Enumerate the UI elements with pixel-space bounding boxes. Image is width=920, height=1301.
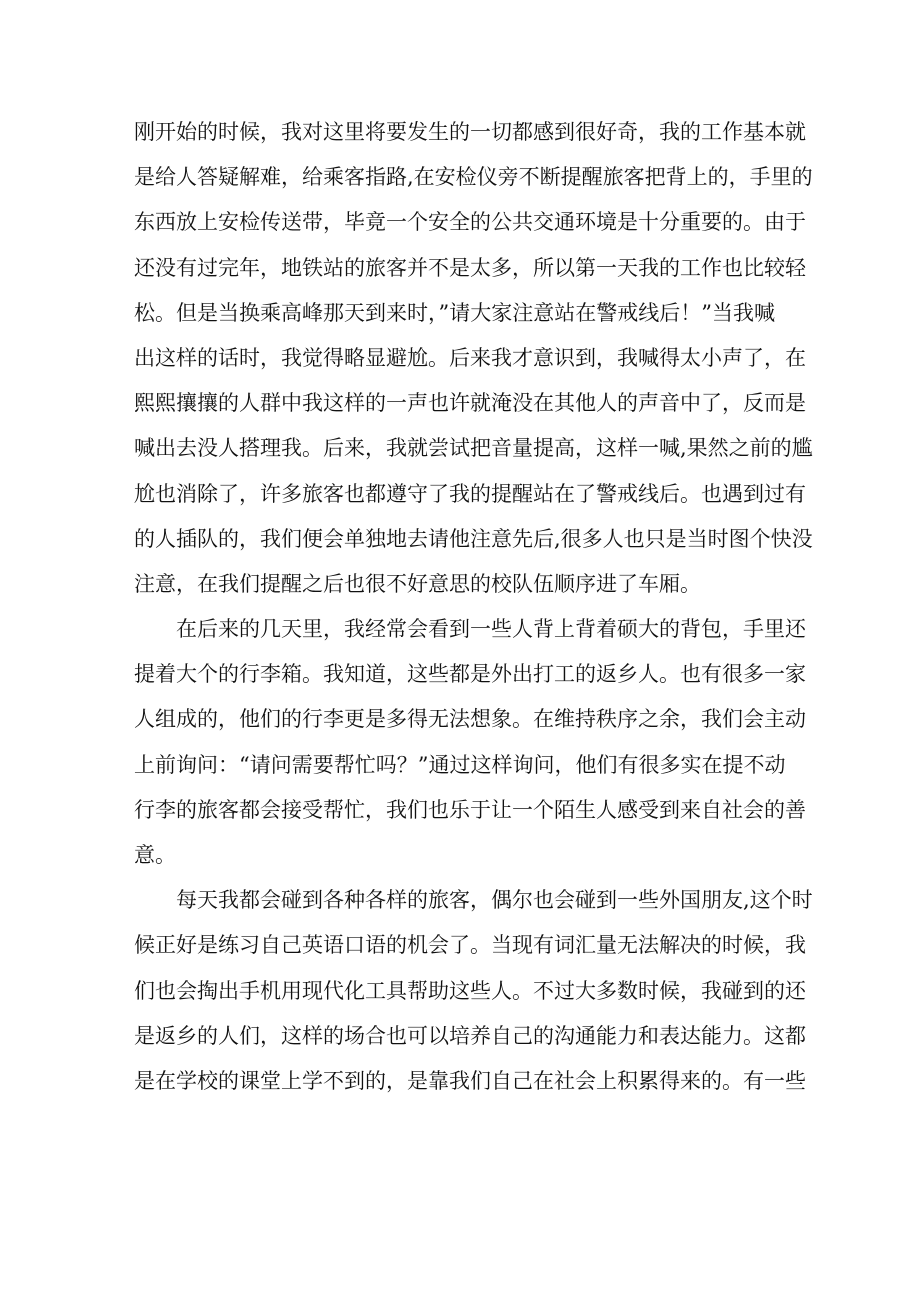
text-line: 是给人答疑解难，给乘客指路,在安检仪旁不断提醒旅客把背上的，手里的 [134, 165, 813, 190]
text-line: 刚开始的时候，我对这里将要发生的一切都感到很好奇，我的工作基本就 [134, 120, 806, 144]
text-line: 尬也消除了，许多旅客也都遵守了我的提醒站在了警戒线后。也遇到过有 [134, 481, 806, 506]
text-line: 东西放上安检传送带，毕竟一个安全的公共交通环境是十分重要的。由于 [134, 210, 806, 235]
text-line: 意。 [134, 843, 176, 867]
text-line: 在后来的几天里，我经常会看到一些人背上背着硕大的背包，手里还 [134, 617, 806, 642]
body-text [134, 110, 813, 1104]
text-line: 注意，在我们提醒之后也很不好意思的校队伍顺序进了车厢。 [134, 571, 701, 596]
text-line: 上前询问：“请问需要帮忙吗？”通过这样询问，他们有很多实在提不动 [134, 752, 786, 777]
text-line: 每天我都会碰到各种各样的旅客，偶尔也会碰到一些外国朋友,这个时 [134, 888, 813, 913]
paragraph-2 [134, 607, 806, 878]
text-line: 行李的旅客都会接受帮忙，我们也乐于让一个陌生人感受到来自社会的善 [134, 797, 806, 822]
text-line: 人组成的，他们的行李更是多得无法想象。在维持秩序之余，我们会主动 [134, 707, 806, 732]
text-line: 候正好是练习自己英语口语的机会了。当现有词汇量无法解决的时候，我 [134, 933, 806, 958]
text-line: 出这样的话时，我觉得略显避尬。后来我才意识到，我喊得太小声了，在 [134, 345, 806, 370]
paragraph-1 [134, 110, 813, 607]
text-line: 还没有过完年，地铁站的旅客并不是太多，所以第一天我的工作也比较轻 [134, 255, 806, 280]
text-line: 熙熙攘攘的人群中我这样的一声也许就淹没在其他人的声音中了，反而是 [134, 391, 806, 416]
text-line: 是返乡的人们，这样的场合也可以培养自己的沟通能力和表达能力。这都 [134, 1023, 806, 1048]
text-line: 喊出去没人搭理我。后来，我就尝试把音量提高，这样一喊,果然之前的尴 [134, 436, 813, 461]
paragraph-3 [134, 878, 813, 1104]
text-line: 是在学校的课堂上学不到的，是靠我们自己在社会上积累得来的。有一些 [134, 1068, 806, 1093]
text-line: 们也会掏出手机用现代化工具帮助这些人。不过大多数时候，我碰到的还 [134, 978, 806, 1003]
text-line: 的人插队的，我们便会单独地去请他注意先后,很多人也只是当时图个快没 [134, 526, 813, 551]
text-line: 提着大个的行李箱。我知道，这些都是外出打工的返乡人。也有很多一家 [134, 662, 806, 687]
text-line: 松。但是当换乘高峰那天到来时，”请大家注意站在警戒线后！”当我喊 [134, 300, 775, 325]
